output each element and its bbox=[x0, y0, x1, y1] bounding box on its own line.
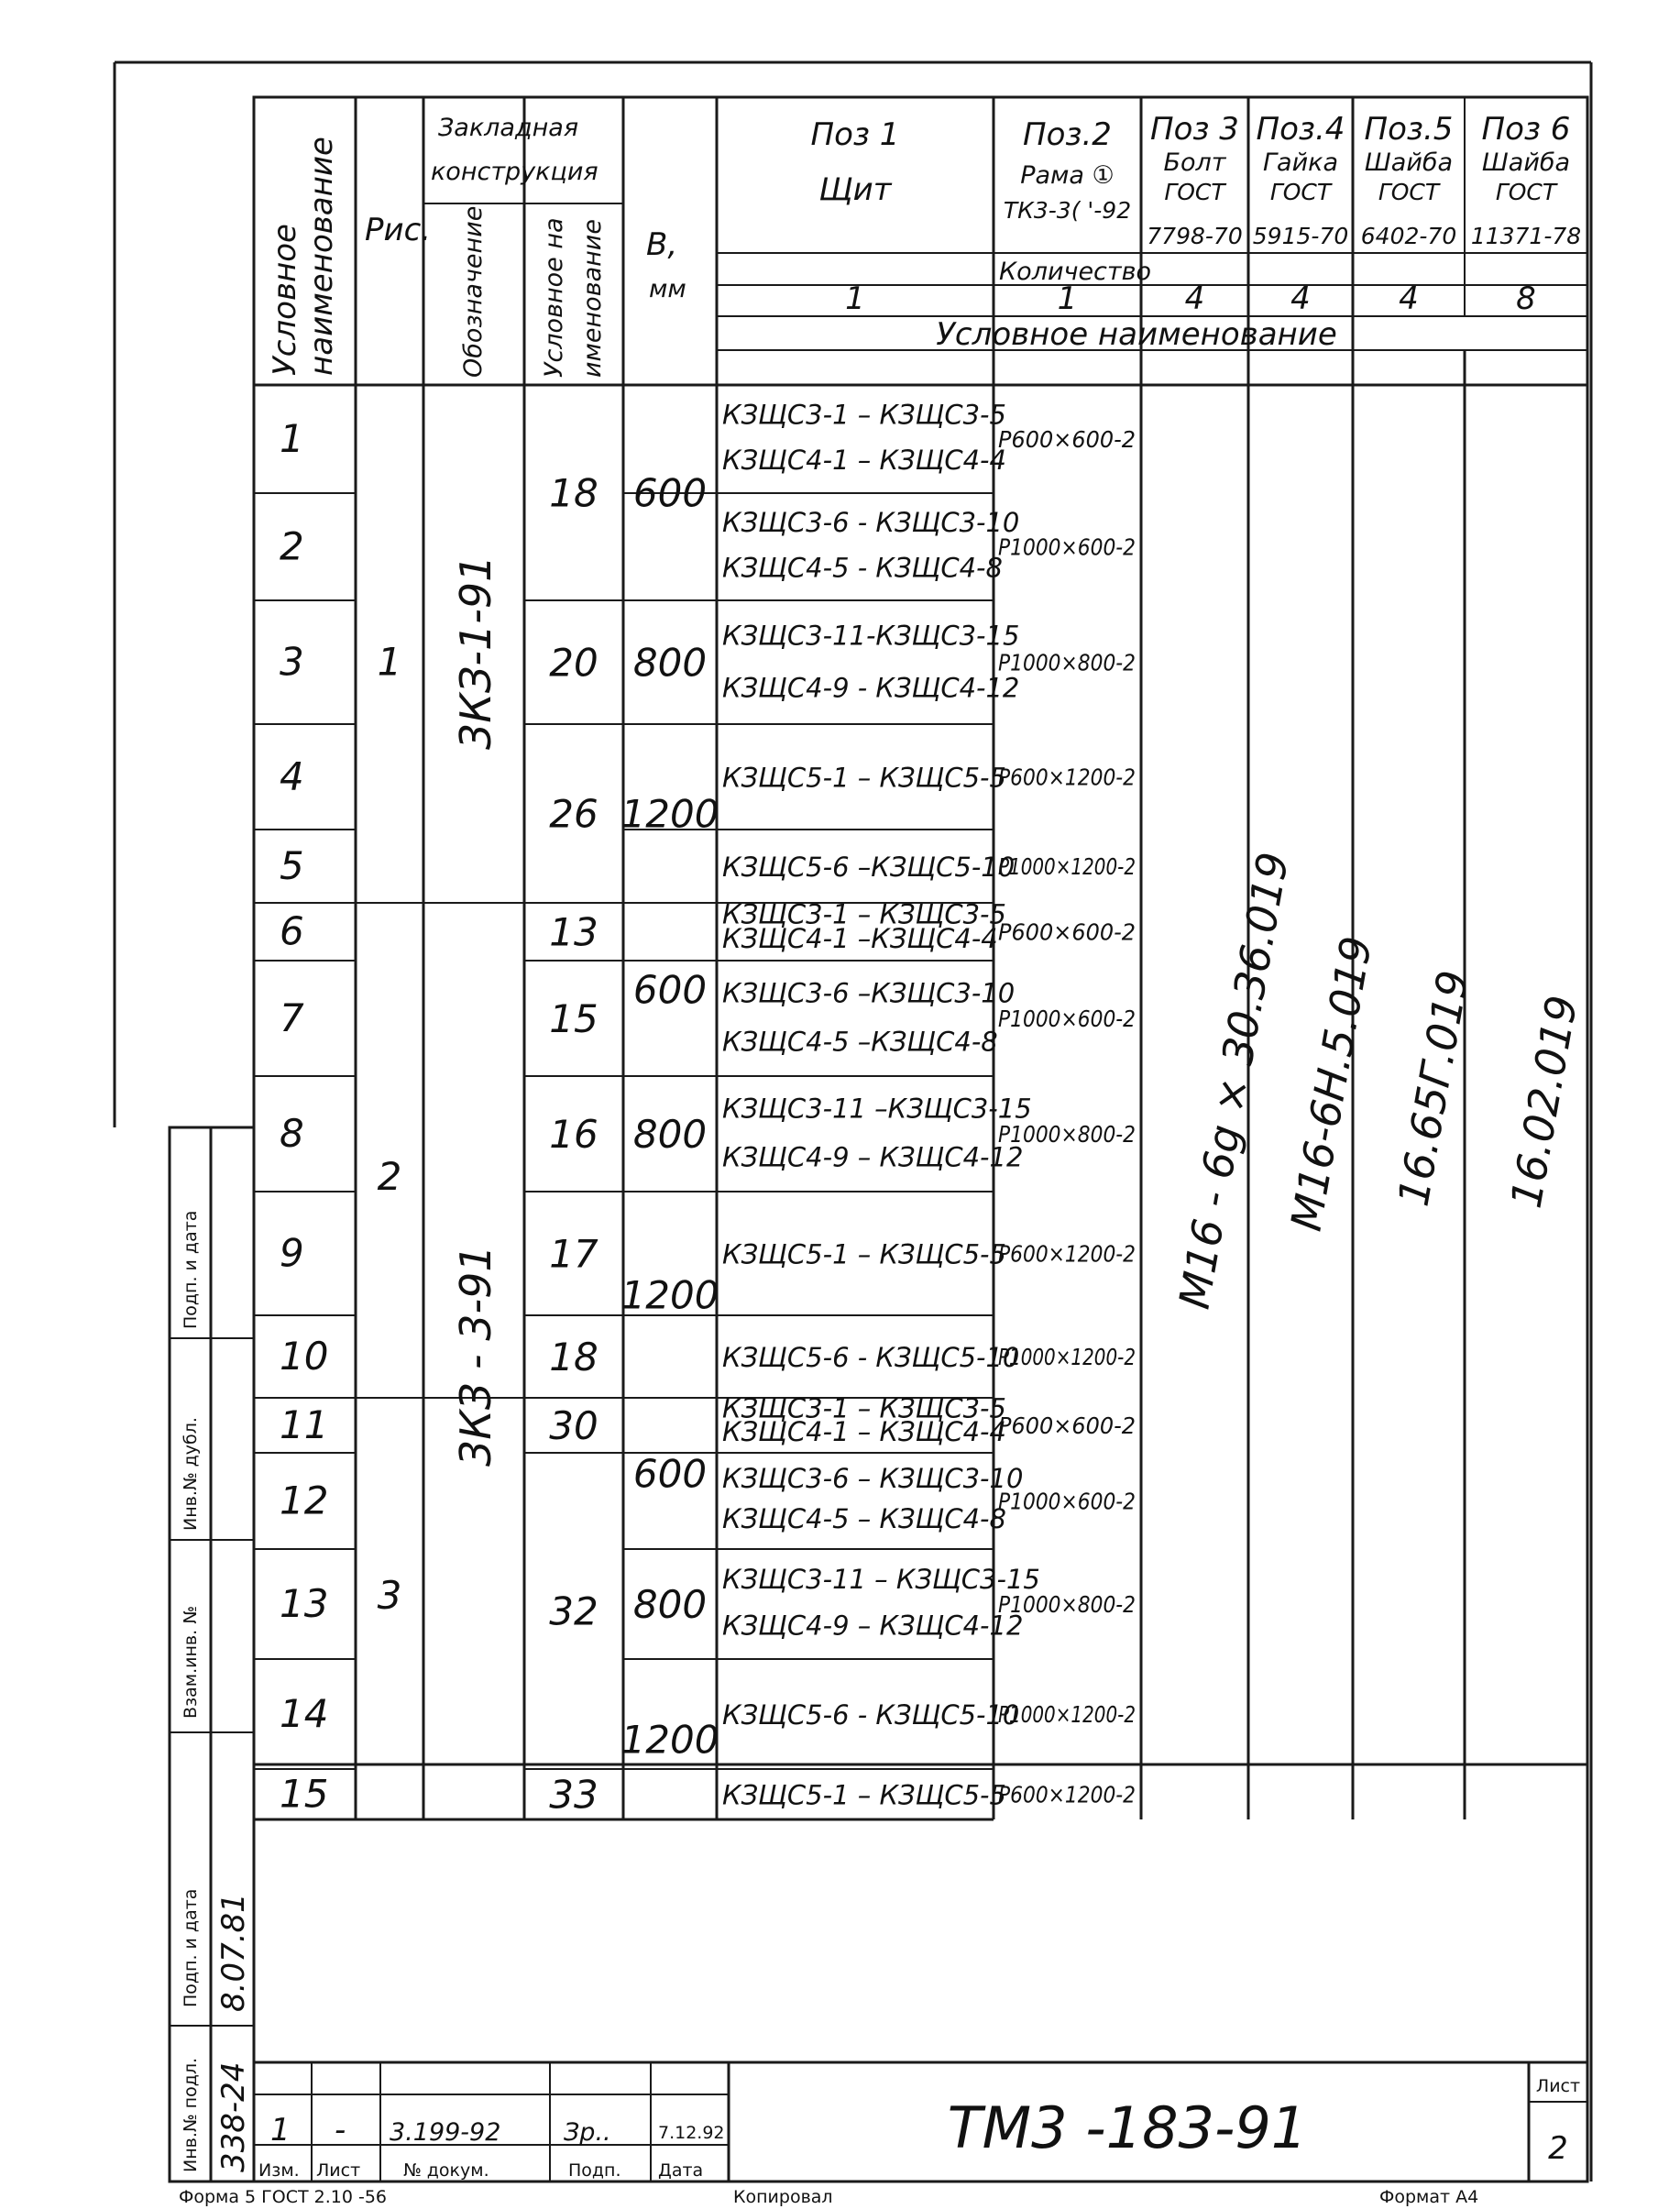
condition-sub-name: 33 bbox=[549, 1772, 598, 1818]
pos6-standard-number: 11371-78 bbox=[1470, 223, 1582, 249]
frame-designation: Р1000×1200-2 bbox=[998, 1344, 1136, 1370]
pos6-standard: ГОСТ bbox=[1495, 179, 1557, 205]
pos3-name: Болт bbox=[1163, 148, 1226, 177]
pos2-label: Поз.2 bbox=[1023, 116, 1112, 153]
width-value: 800 bbox=[632, 640, 708, 686]
stamp-label-replace-inv: Взам.инв. № bbox=[181, 1606, 201, 1719]
stamp-label-sign-date-2: Подп. и дата bbox=[181, 1210, 201, 1329]
row-number: 13 bbox=[280, 1581, 329, 1626]
inventory-number: 338-24 bbox=[215, 2061, 252, 2172]
frame-designation: Р600×1200-2 bbox=[998, 1781, 1136, 1808]
width-value: 1200 bbox=[620, 1717, 719, 1763]
pos3-quantity: 4 bbox=[1184, 280, 1205, 317]
pos1-name: Щит bbox=[818, 171, 892, 208]
frame-designation: Р600×600-2 bbox=[998, 918, 1136, 946]
stamp-label-sign-date: Подп. и дата bbox=[181, 1888, 201, 2007]
frame-designation: Р1000×600-2 bbox=[998, 1488, 1136, 1515]
pos5-quantity: 4 bbox=[1399, 280, 1419, 317]
signature: Зр.. bbox=[564, 2118, 611, 2147]
width-value: 1200 bbox=[620, 1272, 719, 1318]
header-designation: Обозначение bbox=[459, 205, 488, 378]
shield-range: КЗЩС5-1 – КЗЩС5-5 bbox=[722, 1779, 1006, 1811]
pos5-label: Поз.5 bbox=[1364, 111, 1454, 148]
width-value: 600 bbox=[632, 967, 708, 1013]
pos4-standard-number: 5915-70 bbox=[1252, 223, 1349, 249]
frame-designation: Р1000×1200-2 bbox=[998, 853, 1136, 880]
condition-sub-name: 20 bbox=[549, 640, 598, 686]
width-value: 800 bbox=[632, 1582, 708, 1627]
pos4-name: Гайка bbox=[1263, 148, 1338, 177]
stamp-label-inv-duplicate: Инв.№ дубл. bbox=[181, 1417, 201, 1531]
condition-sub-name: 17 bbox=[549, 1231, 598, 1277]
pos6-quantity: 8 bbox=[1516, 280, 1536, 317]
pos3-label: Поз 3 bbox=[1150, 111, 1239, 148]
row-number: 11 bbox=[280, 1402, 329, 1447]
shield-range: КЗЩС4-9 – КЗЩС4-12 bbox=[722, 1610, 1024, 1642]
frame-designation: Р1000×800-2 bbox=[998, 649, 1136, 676]
header-width-label: В, bbox=[646, 226, 678, 263]
shield-range: КЗЩС3-11 –КЗЩС3-15 bbox=[722, 1093, 1032, 1125]
shield-range: КЗЩС3-1 – КЗЩС3-5 bbox=[722, 1392, 1006, 1424]
pos4-standard: ГОСТ bbox=[1269, 179, 1332, 205]
pos5-standard-number: 6402-70 bbox=[1360, 223, 1457, 249]
condition-sub-name: 32 bbox=[549, 1588, 598, 1634]
col-label-sheet: Лист bbox=[316, 2160, 361, 2181]
sign-date: 7.12.92 bbox=[658, 2123, 725, 2143]
col-label-docnum: № докум. bbox=[403, 2160, 489, 2181]
frame-designation: Р600×1200-2 bbox=[998, 764, 1136, 791]
page-footer bbox=[179, 2187, 1478, 2207]
row-number: 7 bbox=[280, 995, 304, 1040]
footer-format: Формат А4 bbox=[1379, 2187, 1479, 2207]
title-block bbox=[254, 2062, 1587, 2182]
width-value: 1200 bbox=[620, 791, 719, 837]
table-header bbox=[254, 97, 1587, 1819]
condition-sub-name: 18 bbox=[549, 1335, 598, 1379]
footer-copied: Копировал bbox=[733, 2187, 833, 2207]
col-label-sign: Подп. bbox=[568, 2160, 621, 2181]
shield-range: КЗЩС4-1 – КЗЩС4-4 bbox=[722, 1415, 1006, 1447]
row-number: 14 bbox=[280, 1691, 329, 1736]
pos3-standard-number: 7798-70 bbox=[1147, 223, 1243, 249]
figure-number: 3 bbox=[377, 1573, 402, 1618]
shield-range: КЗЩС4-5 –КЗЩС4-8 bbox=[722, 1026, 998, 1058]
shield-range: КЗЩС4-5 - КЗЩС4-8 bbox=[722, 552, 1003, 584]
washer1-designation: 16.65Г.019 bbox=[1388, 966, 1478, 1210]
figure-number: 2 bbox=[377, 1154, 402, 1200]
pos1-label: Поз 1 bbox=[810, 116, 900, 153]
pos5-name: Шайба bbox=[1364, 148, 1454, 177]
sheet-label: Лист bbox=[1535, 2076, 1581, 2096]
width-value: 600 bbox=[632, 470, 708, 516]
condition-sub-name: 26 bbox=[549, 791, 598, 837]
shield-range: КЗЩС3-11 – КЗЩС3-15 bbox=[722, 1564, 1040, 1596]
col-label-change: Изм. bbox=[258, 2160, 300, 2181]
row-number: 9 bbox=[280, 1230, 304, 1276]
row-number: 1 bbox=[280, 416, 304, 461]
pos2-quantity: 1 bbox=[1057, 280, 1078, 317]
sheet-count: - bbox=[335, 2112, 346, 2149]
pos5-standard: ГОСТ bbox=[1378, 179, 1440, 205]
condition-sub-name: 13 bbox=[549, 909, 598, 955]
header-name-line2: наименование bbox=[303, 137, 340, 376]
washer2-designation: 16.02.019 bbox=[1500, 991, 1587, 1212]
frame-designation: Р1000×800-2 bbox=[998, 1591, 1136, 1618]
side-stamp-labels bbox=[181, 1211, 252, 2172]
pos4-quantity: 4 bbox=[1290, 280, 1311, 317]
row-number: 6 bbox=[280, 908, 304, 954]
footer-form: Форма 5 ГОСТ 2.10 -56 bbox=[179, 2187, 388, 2207]
frame-designation: Р1000×800-2 bbox=[998, 1121, 1136, 1148]
condition-name-label: Условное наименование bbox=[936, 316, 1337, 353]
condition-sub-name: 18 bbox=[549, 470, 598, 516]
row-number: 4 bbox=[280, 753, 304, 799]
row-number: 8 bbox=[280, 1111, 304, 1156]
embedded-designation: 3КЗ-1-91 bbox=[451, 555, 500, 750]
table-body bbox=[254, 399, 1587, 1819]
row-number: 12 bbox=[280, 1478, 329, 1523]
frame-designation: Р1000×600-2 bbox=[998, 1006, 1136, 1032]
sheet-number: 2 bbox=[1548, 2130, 1568, 2167]
pos2-name: Рама ① bbox=[1020, 161, 1115, 190]
document-code: ТМ3 -183-91 bbox=[947, 2094, 1308, 2161]
nut-designation: М16-6Н.5.019 bbox=[1280, 932, 1382, 1235]
shield-range: КЗЩС4-1 –КЗЩС4-4 bbox=[722, 923, 998, 955]
condition-sub-name: 16 bbox=[549, 1112, 598, 1157]
shield-range: КЗЩС4-5 – КЗЩС4-8 bbox=[722, 1502, 1006, 1534]
bolt-designation: М16 - 6g × 30.36.019 bbox=[1169, 848, 1299, 1313]
figure-number: 1 bbox=[377, 639, 402, 685]
shield-range: КЗЩС4-1 – КЗЩС4-4 bbox=[722, 445, 1006, 477]
frame-designation: Р1000×600-2 bbox=[998, 533, 1136, 561]
shield-range: КЗЩС5-6 - КЗЩС5-10 bbox=[722, 1342, 1020, 1373]
change-number: 1 bbox=[270, 2112, 291, 2149]
condition-sub-name: 30 bbox=[549, 1403, 598, 1448]
shield-range: КЗЩС4-9 - КЗЩС4-12 bbox=[722, 672, 1020, 704]
pos1-quantity: 1 bbox=[845, 280, 865, 317]
shield-range: КЗЩС3-1 – КЗЩС3-5 bbox=[722, 399, 1006, 431]
row-number: 5 bbox=[280, 843, 304, 888]
condition-sub-name: 15 bbox=[549, 996, 598, 1041]
width-value: 600 bbox=[632, 1451, 708, 1497]
shield-range: КЗЩС5-1 – КЗЩС5-5 bbox=[722, 1238, 1006, 1270]
header-figure: Рис. bbox=[365, 212, 432, 248]
pos6-label: Поз 6 bbox=[1481, 111, 1571, 148]
shield-range: КЗЩС3-6 - КЗЩС3-10 bbox=[722, 507, 1020, 539]
pos2-code: ТК3-3( '-92 bbox=[1003, 197, 1132, 224]
header-embedded-line1: Закладная bbox=[438, 114, 579, 142]
row-number: 3 bbox=[280, 639, 304, 685]
frame-designation: Р600×600-2 bbox=[998, 426, 1136, 453]
pos6-name: Шайба bbox=[1481, 148, 1571, 177]
col-label-date: Дата bbox=[658, 2160, 704, 2181]
row-number: 15 bbox=[280, 1771, 329, 1817]
shield-range: КЗЩС3-11-КЗЩС3-15 bbox=[722, 620, 1020, 652]
header-subname-line1: Условное на bbox=[540, 217, 568, 378]
pos3-standard: ГОСТ bbox=[1164, 179, 1225, 205]
header-embedded-line2: конструкция bbox=[431, 158, 598, 186]
shield-range: КЗЩС3-1 – КЗЩС3-5 bbox=[722, 898, 1006, 930]
sign-date-handwritten: 8.07.81 bbox=[215, 1893, 252, 2012]
row-number: 10 bbox=[280, 1334, 329, 1379]
row-number: 2 bbox=[280, 523, 304, 569]
embedded-designation: 3КЗ - 3-91 bbox=[451, 1245, 500, 1467]
shield-range: КЗЩС5-6 - КЗЩС5-10 bbox=[722, 1699, 1020, 1731]
shield-range: КЗЩС4-9 – КЗЩС4-12 bbox=[722, 1141, 1024, 1173]
shield-range: КЗЩС3-6 –КЗЩС3-10 bbox=[722, 977, 1016, 1009]
frame-designation: Р600×1200-2 bbox=[998, 1240, 1136, 1268]
header-name-line1: Условное bbox=[267, 224, 303, 376]
frame-designation: Р600×600-2 bbox=[998, 1412, 1136, 1439]
quantity-label: Количество bbox=[999, 258, 1152, 286]
width-value: 800 bbox=[632, 1112, 708, 1157]
shield-range: КЗЩС5-6 –КЗЩС5-10 bbox=[722, 852, 1016, 883]
stamp-label-inv-original: Инв.№ подл. bbox=[181, 2057, 201, 2172]
header-width-unit: мм bbox=[649, 275, 686, 303]
pos4-label: Поз.4 bbox=[1256, 111, 1345, 148]
shield-range: КЗЩС3-6 – КЗЩС3-10 bbox=[722, 1462, 1024, 1494]
shield-range: КЗЩС5-1 – КЗЩС5-5 bbox=[722, 762, 1006, 794]
document-number: 3.199-92 bbox=[390, 2118, 501, 2147]
header-subname-line2: именование bbox=[578, 219, 607, 378]
frame-designation: Р1000×1200-2 bbox=[998, 1701, 1136, 1728]
